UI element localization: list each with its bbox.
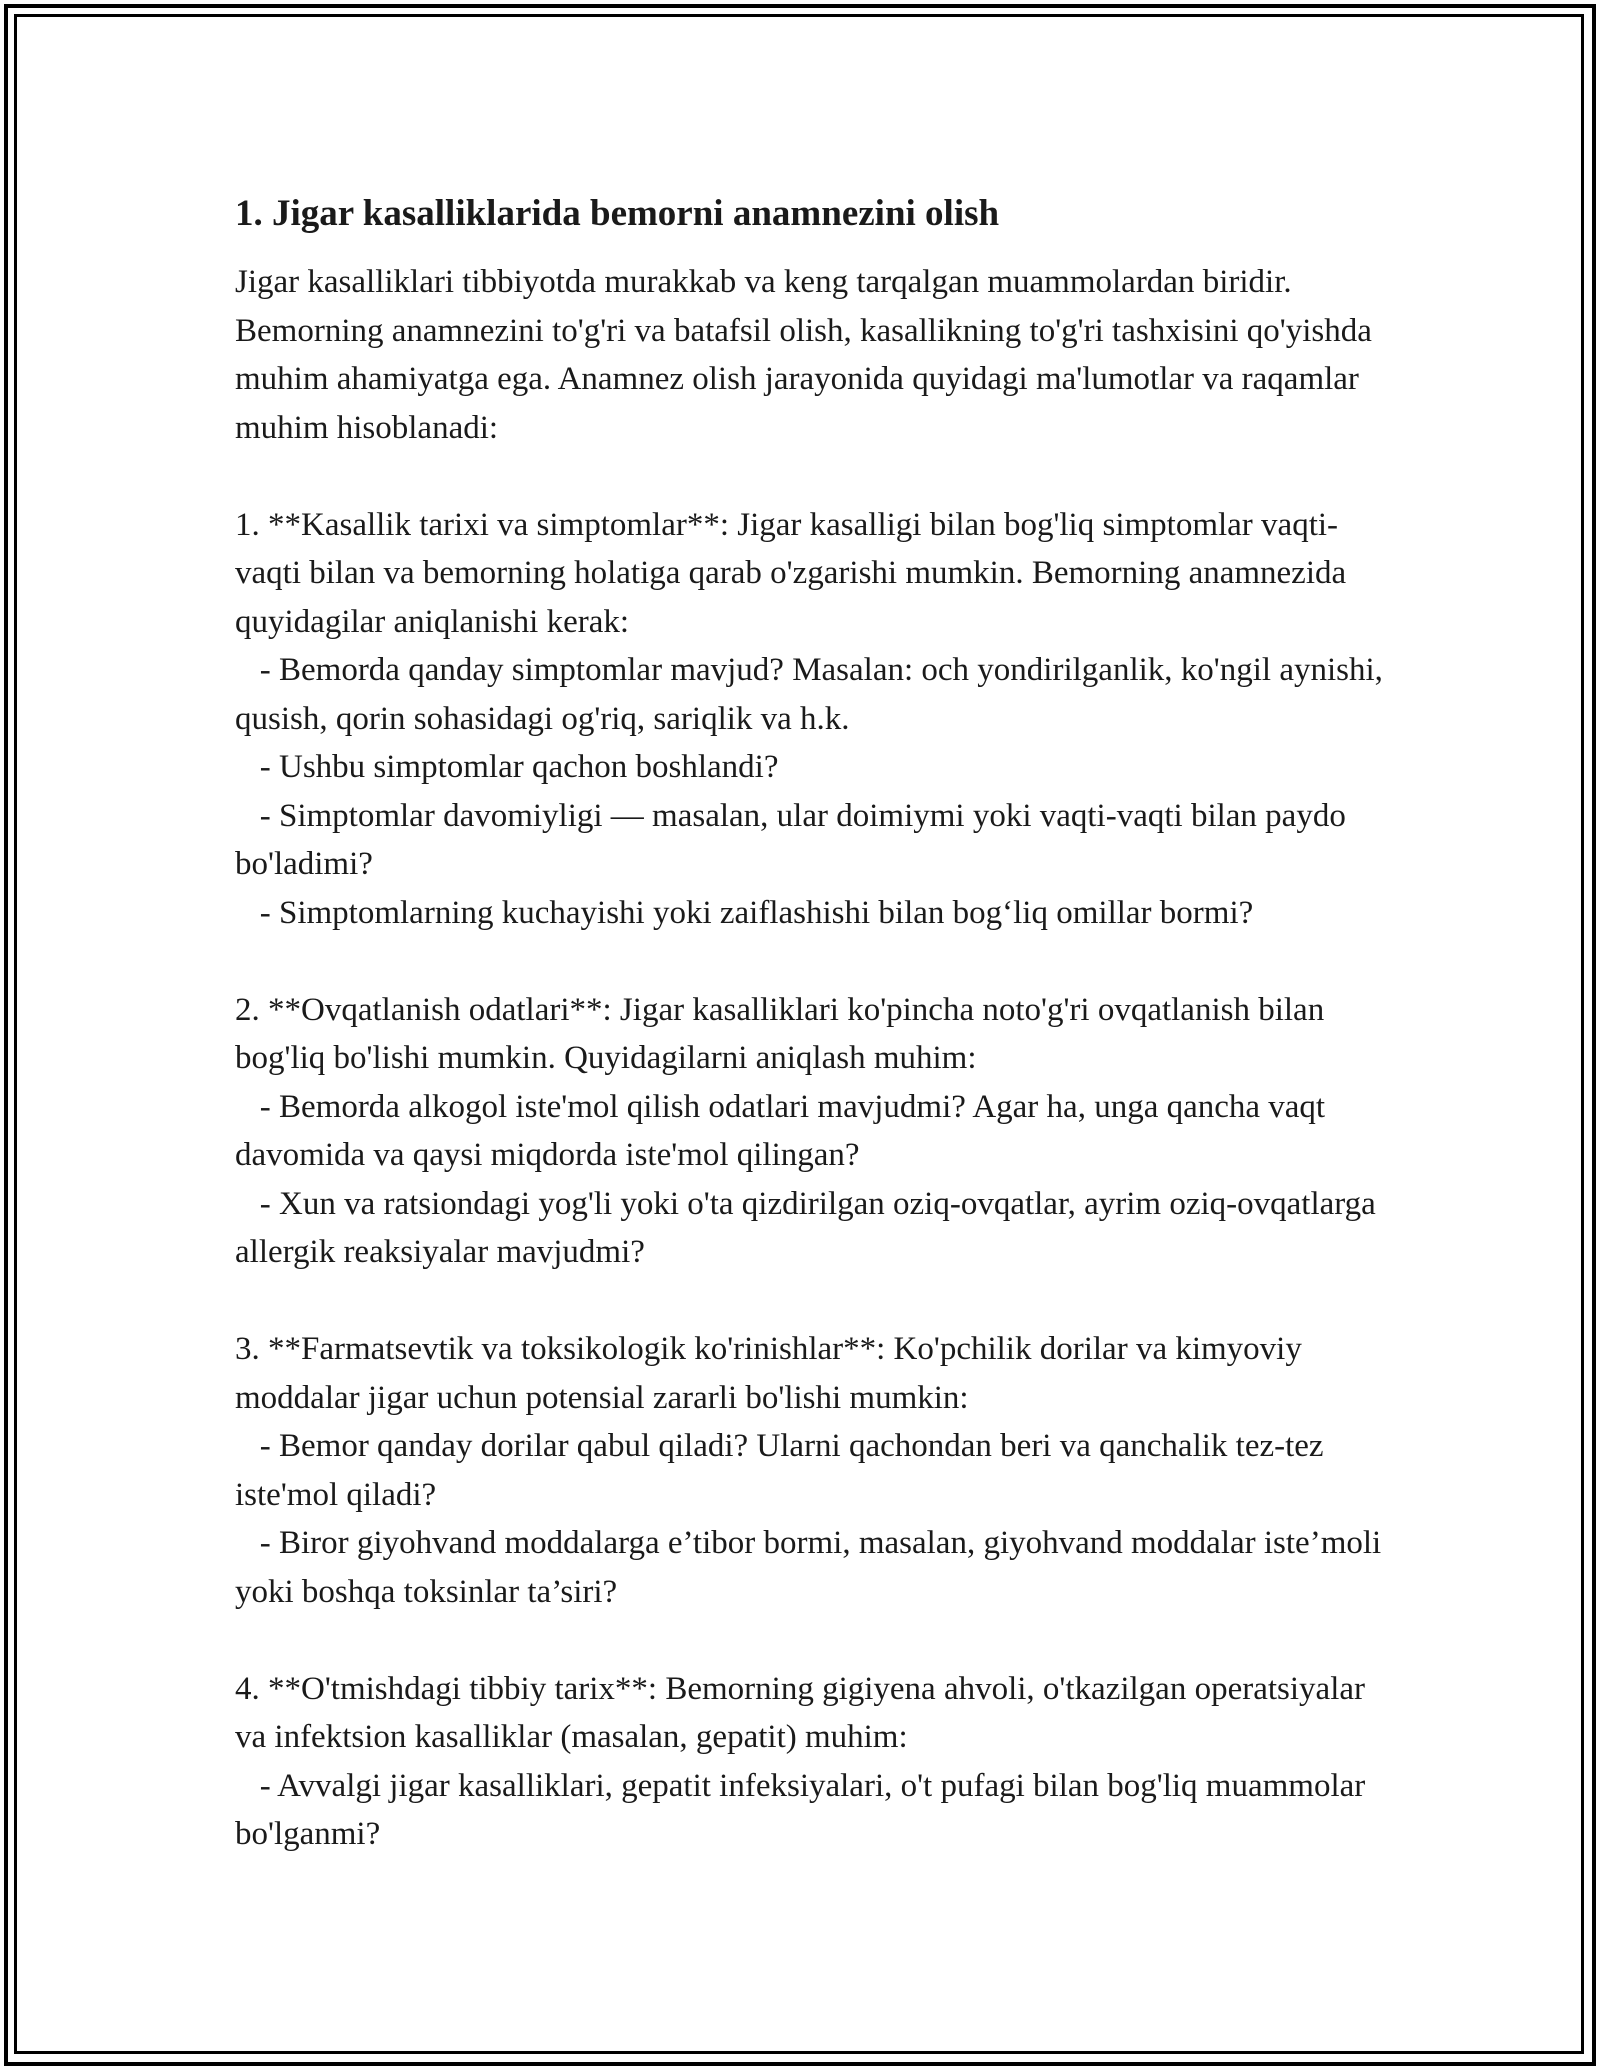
paragraph-gap (235, 452, 1385, 501)
section-1-paragraph: 1. **Kasallik tarixi va simptomlar**: Jigar kasalligi bilan bog'liq simptomlar vaqti-vaqti bilan va bemorning holatiga qarab o'zgarishi mumkin. Bemorning anamnezida quyidagilar aniqlanishi kerak: - Bemorda qanday simptomlar mavjud? Masalan: och yondirilganlik, ko'ngil aynishi, qusish, qorin sohasidagi og'riq, sariqlik va h.k. - Ushbu simptomlar qachon boshlandi? - Simptomlar davomiyligi — masalan, ular doimiymi yoki vaqti-vaqti bilan paydo bo'ladimi? - Simptomlarning kuchayishi yoki zaiflashishi bilan bog‘liq omillar bormi? (235, 506, 1383, 931)
section-3-paragraph: 3. **Farmatsevtik va toksikologik ko'rinishlar**: Ko'pchilik dorilar va kimyoviy moddalar jigar uchun potensial zararli bo'lishi mumkin: - Bemor qanday dorilar qabul qiladi? Ularni qachondan beri va qanchalik tez-tez iste'mol qiladi? - Biror giyohvand moddalarga e’tibor bormi, masalan, giyohvand moddalar iste’moli yoki boshqa toksinlar ta’siri? (235, 1331, 1382, 1610)
section-2-paragraph: 2. **Ovqatlanish odatlari**: Jigar kasalliklari ko'pincha noto'g'ri ovqatlanish bilan bog'liq bo'lishi mumkin. Quyidagilarni aniqlash muhim: - Bemorda alkogol iste'mol qilish odatlari mavjudmi? Agar ha, unga qancha vaqt davomida va qaysi miqdorda iste'mol qilingan? - Xun va ratsiondagi yog'li yoki o'ta qizdirilgan oziq-ovqatlar, ayrim oziq-ovqatlarga allergik reaksiyalar mavjudmi? (235, 991, 1376, 1270)
paragraph-gap (235, 937, 1385, 986)
section-4-paragraph: 4. **O'tmishdagi tibbiy tarix**: Bemorning gigiyena ahvoli, o'tkazilgan operatsiyalar va infektsion kasalliklar (masalan, gepatit) muhim: - Avvalgi jigar kasalliklari, gepatit infeksiyalari, o't pufagi bilan bog'liq muammolar bo'lganmi? (235, 1670, 1366, 1852)
paragraph-gap (235, 1277, 1385, 1326)
document-body (235, 188, 1385, 1859)
intro-paragraph: Jigar kasalliklari tibbiyotda murakkab va keng tarqalgan muammolardan biridir. Bemorning anamnezini to'g'ri va batafsil olish, kasallikning to'g'ri tashxisini qo'yishda muhim ahamiyatga ega. Anamnez olish jarayonida quyidagi ma'lumotlar va raqamlar muhim hisoblanadi: (235, 264, 1381, 446)
document-title: 1. Jigar kasalliklarida bemorni anamnezini olish (235, 193, 1000, 234)
paragraph-gap (235, 1616, 1385, 1665)
